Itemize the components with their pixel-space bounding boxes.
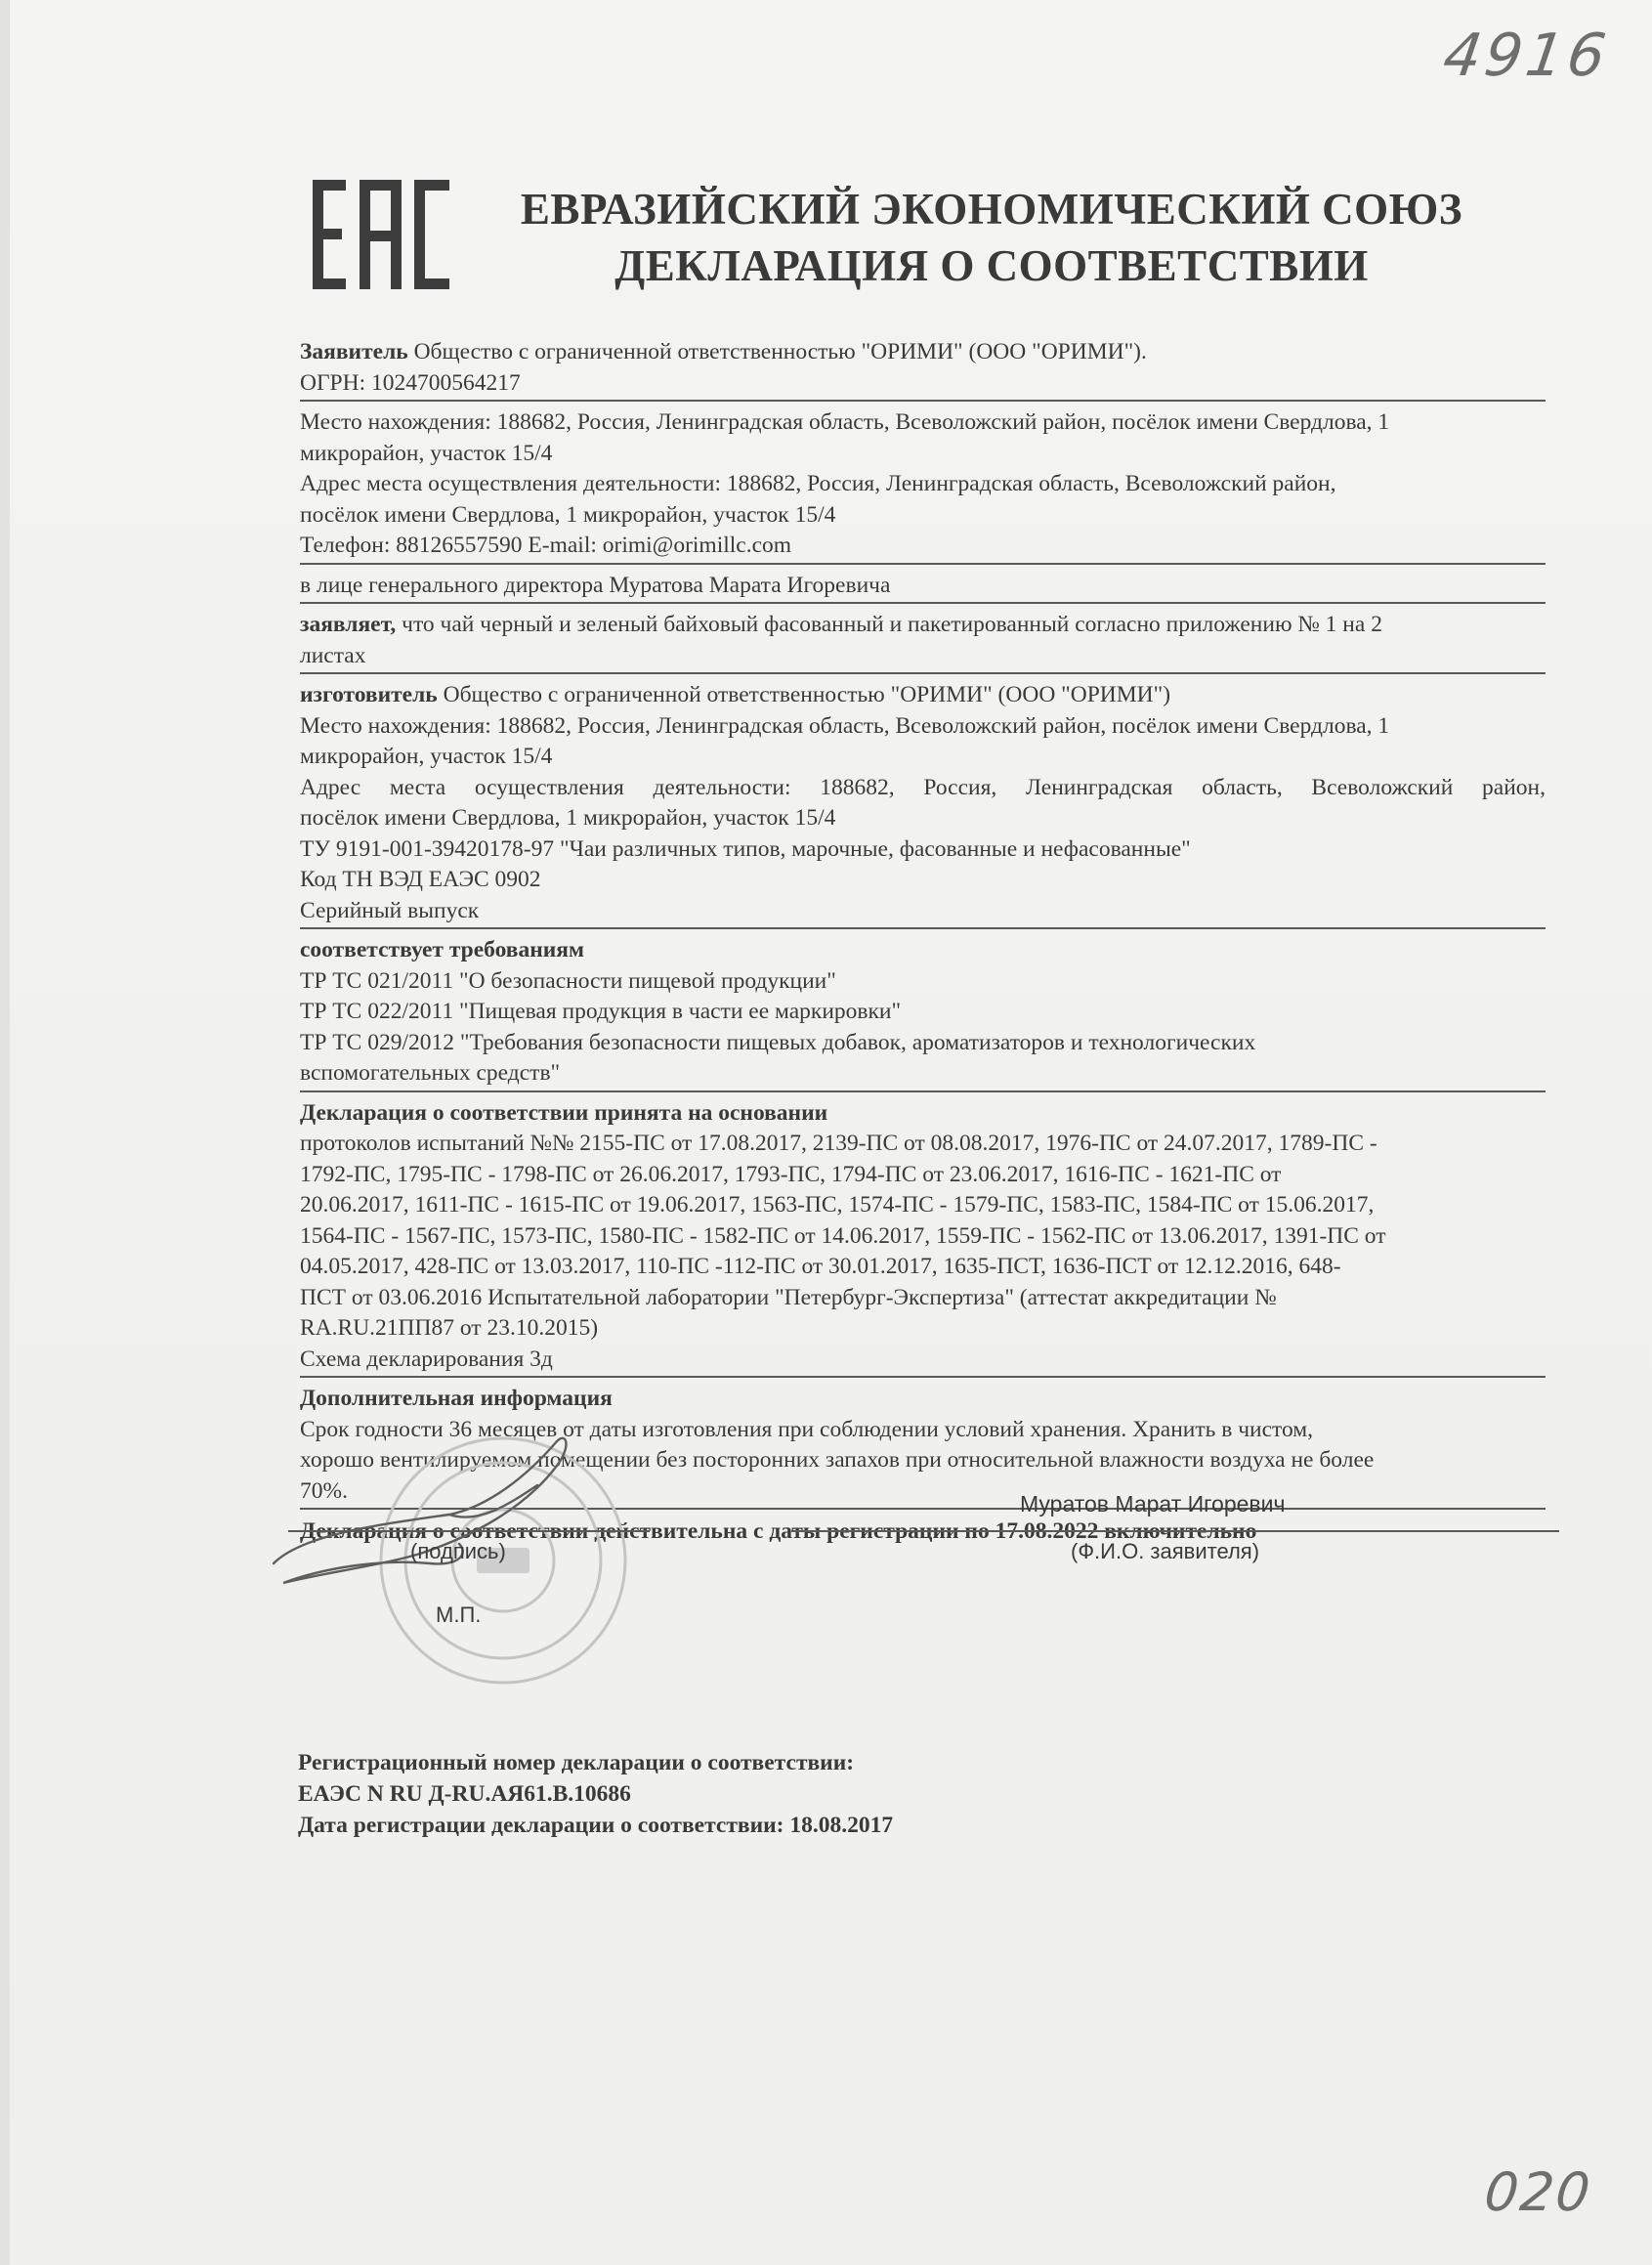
basis-line1: протоколов испытаний №№ 2155-ПС от 17.08.2017, 2139-ПС от 08.08.2017, 1976-ПС от 24.07.2017, 1789-ПС - — [300, 1131, 1377, 1156]
declaration-page — [10, 0, 1652, 2265]
manufacturer-code: Код ТН ВЭД ЕАЭС 0902 — [300, 867, 541, 892]
declares-section — [300, 610, 1546, 674]
manufacturer-name: Общество с ограниченной ответственностью "ОРИМИ" (ООО "ОРИМИ") — [437, 682, 1171, 707]
additional-info-label: Дополнительная информация — [300, 1386, 613, 1411]
basis-section — [300, 1098, 1546, 1379]
applicant-label: Заявитель — [300, 339, 408, 364]
declares-text-line1: что чай черный и зеленый байховый фасованный и пакетированный согласно приложению № 1 на 2 — [396, 612, 1382, 637]
manufacturer-activity-line1: Адрес места осуществления деятельности: 188682, Россия, Ленинградская область, Всеволожский район, — [300, 774, 1546, 800]
basis-line4: 1564-ПС - 1567-ПС, 1573-ПС, 1580-ПС - 1582-ПС от 14.06.2017, 1559-ПС - 1562-ПС от 13.06.2017, 1391-ПС от — [300, 1222, 1386, 1249]
requirements-section — [300, 935, 1546, 1092]
applicant-location-line1: Место нахождения: 188682, Россия, Ленинградская область, Всеволожский район, посёлок имени Свердлова, 1 — [300, 409, 1390, 435]
registration-number-label: Регистрационный номер декларации о соответствии: — [298, 1750, 855, 1775]
manufacturer-location-line1: Место нахождения: 188682, Россия, Ленинградская область, Всеволожский район, посёлок имени Свердлова, 1 — [300, 712, 1390, 739]
basis-line3: 20.06.2017, 1611-ПС - 1615-ПС от 19.06.2017, 1563-ПС, 1574-ПС - 1579-ПС, 1583-ПС, 1584-ПС от 15.06.2017, — [300, 1192, 1375, 1218]
requirement-tr-021: ТР ТС 021/2011 "О безопасности пищевой продукции" — [300, 967, 836, 994]
applicant-representative: в лице генерального директора Муратова Марата Игоревича — [300, 572, 891, 598]
applicant-activity-line1: Адрес места осуществления деятельности: 188682, Россия, Ленинградская область, Всеволожский район, — [300, 471, 1336, 496]
manufacturer-label: изготовитель — [300, 682, 438, 707]
basis-label: Декларация о соответствии принята на основании — [300, 1099, 828, 1126]
signature-label: (подпись) — [410, 1539, 506, 1563]
applicant-activity-line2: посёлок имени Свердлова, 1 микрорайон, участок 15/4 — [300, 501, 836, 528]
basis-line6: ПСТ от 03.06.2016 Испытательной лаборатории "Петербург-Экспертиза" (аттестат аккредитации № — [300, 1284, 1277, 1310]
requirements-label: соответствует требованиям — [300, 937, 585, 962]
manufacturer-location-line2: микрорайон, участок 15/4 — [300, 744, 553, 769]
additional-info-line2: хорошо вентилируемом помещении без посторонних запахов при относительной влажности воздуха не более — [300, 1447, 1375, 1473]
manufacturer-serial: Серийный выпуск — [300, 897, 480, 923]
fio-label: (Ф.И.О. заявителя) — [1071, 1539, 1260, 1563]
registration-block — [298, 1747, 893, 1841]
signatory-name: Муратов Марат Игоревич — [1020, 1491, 1286, 1517]
applicant-address-section — [300, 407, 1546, 565]
requirement-tr-029-line1: ТР ТС 029/2012 "Требования безопасности пищевых добавок, ароматизаторов и технологических — [300, 1029, 1256, 1055]
registration-number: ЕАЭС N RU Д-RU.АЯ61.В.10686 — [298, 1781, 631, 1807]
applicant-name: Общество с ограниченной ответственностью "ОРИМИ" (ООО "ОРИМИ"). — [413, 339, 1147, 364]
manufacturer-section — [300, 680, 1546, 929]
handwritten-page-number-bottom: 020 — [1481, 2161, 1595, 2223]
basis-line2: 1792-ПС, 1795-ПС - 1798-ПС от 26.06.2017, 1793-ПС, 1794-ПС от 23.06.2017, 1616-ПС - 1621-ПС от — [300, 1161, 1282, 1187]
applicant-location-line2: микрорайон, участок 15/4 — [300, 440, 553, 466]
additional-info-line3: 70%. — [300, 1477, 348, 1504]
manufacturer-tu: ТУ 9191-001-39420178-97 "Чаи различных типов, марочные, фасованные и нефасованные" — [300, 835, 1191, 862]
representative-section — [300, 571, 1546, 605]
seal-place-label: М.П. — [436, 1603, 482, 1627]
title-line-union: ЕВРАЗИЙСКИЙ ЭКОНОМИЧЕСКИЙ СОЮЗ — [520, 185, 1463, 234]
requirement-tr-022: ТР ТС 022/2011 "Пищевая продукция в части ее маркировки" — [300, 999, 902, 1024]
handwritten-page-number-top: 4916 — [1439, 21, 1614, 90]
signature-line — [288, 1530, 650, 1532]
declares-label: заявляет, — [300, 612, 397, 637]
validity-statement: Декларация о соответствии действительна с даты регистрации по 17.08.2022 включительно — [300, 1518, 1257, 1544]
document-title — [469, 181, 1514, 294]
additional-info-line1: Срок годности 36 месяцев от даты изготовления при соблюдении условий хранения. Хранить в чистом, — [300, 1416, 1314, 1442]
applicant-ogrn: ОГРН: 1024700564217 — [300, 369, 521, 396]
signature-icon — [264, 1417, 615, 1612]
fio-line — [791, 1530, 1559, 1532]
basis-scheme: Схема декларирования 3д — [300, 1346, 553, 1372]
registration-date: Дата регистрации декларации о соответствии: 18.08.2017 — [298, 1813, 894, 1838]
eac-logo-icon — [311, 176, 453, 293]
declaration-body — [300, 337, 1546, 1547]
basis-line7: RA.RU.21ПП87 от 23.10.2015) — [300, 1315, 599, 1341]
applicant-section — [300, 337, 1546, 402]
basis-line5: 04.05.2017, 428-ПС от 13.03.2017, 110-ПС -112-ПС от 30.01.2017, 1635-ПСТ, 1636-ПСТ от 12.12.2016, 648- — [300, 1254, 1341, 1279]
manufacturer-activity-line2: посёлок имени Свердлова, 1 микрорайон, участок 15/4 — [300, 805, 836, 831]
title-line-declaration: ДЕКЛАРАЦИЯ О СООТВЕТСТВИИ — [614, 241, 1369, 290]
declares-text-line2: листах — [300, 642, 366, 668]
requirement-tr-029-line2: вспомогательных средств" — [300, 1060, 561, 1086]
applicant-contacts: Телефон: 88126557590 E-mail: orimi@orimillc.com — [300, 533, 792, 558]
